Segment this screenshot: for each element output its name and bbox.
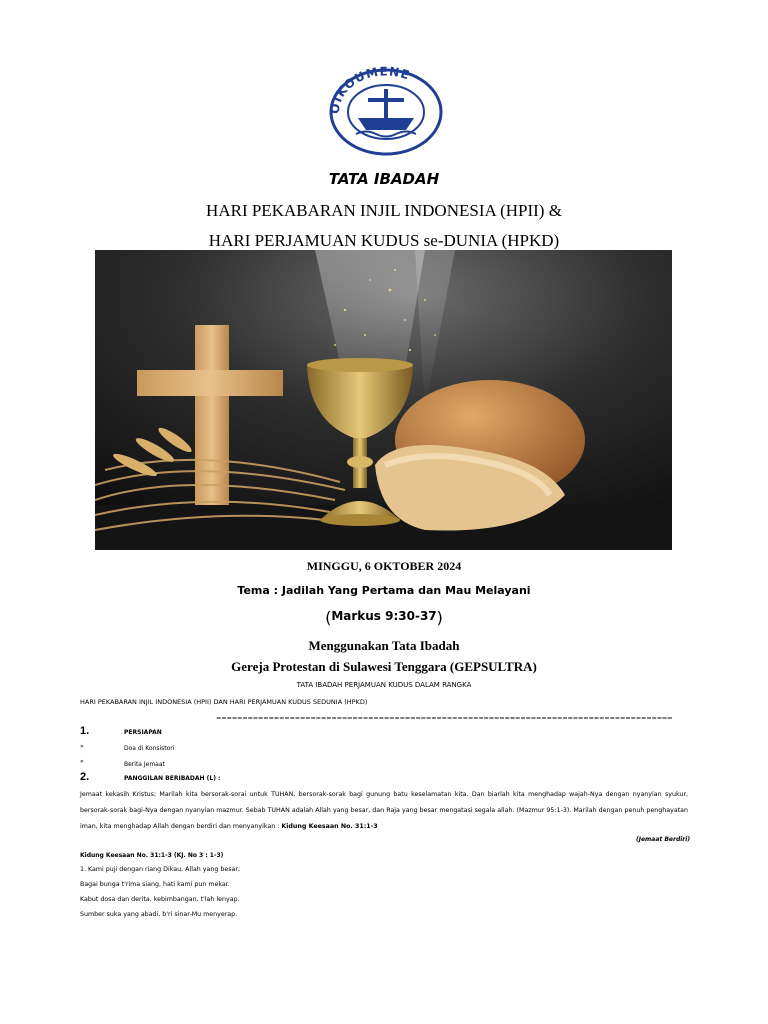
order-subtitle: TATA IBADAH PERJAMUAN KUDUS DALAM RANGKA [296,681,472,689]
divider-rule: ======================================================================================= [216,714,673,722]
bullet-mark: » [80,743,84,750]
oikoumene-logo-icon [328,66,444,158]
service-theme: Tema : Jadilah Yang Pertama dan Mau Melayani [237,584,531,597]
paren-close: ) [436,608,443,627]
cross-chalice-bread-icon [95,250,672,550]
hymn-line: 1. Kami puji dengan riang Dikau, Allah yang besar; [80,866,241,873]
section-1-number: 1. [80,725,90,737]
using-order-label: Menggunakan Tata Ibadah [308,638,460,653]
section-2-number: 2. [80,771,90,783]
cover-photo [95,250,672,550]
scripture-text: Markus 9:30-37 [331,609,437,623]
oikoumene-logo [328,66,444,158]
list-item-berita: Berita Jemaat [124,761,165,768]
bullet-mark: » [80,758,84,765]
call-to-worship-paragraph [80,787,688,835]
paren-open: ( [325,608,332,627]
paragraph-hymn-ref: Kidung Keesaan No. 31:1-3 [281,823,378,830]
event-line: HARI PEKABARAN INJIL INDONESIA (HPII) DAN HARI PERJAMUAN KUDUS SEDUNIA (HPKD) [80,698,368,706]
congregation-stands-note: (Jemaat Berdiri) [636,836,691,843]
section-2-label: PANGGILAN BERIBADAH (L) : [124,775,221,782]
service-heading-line1: HARI PEKABARAN INJIL INDONESIA (HPII) & [206,201,562,220]
svg-text:OIKOUMENE: OIKOUMENE [328,66,412,115]
service-date: MINGGU, 6 OKTOBER 2024 [306,559,462,573]
service-heading-line2: HARI PERJAMUAN KUDUS se-DUNIA (HPKD) [208,231,560,250]
hymn-line: Sumber suka yang abadi, b'ri sinar-Mu menyerap. [80,911,238,918]
hymn-line: Bagai bunga t'rima siang, hati kami pun mekar. [80,881,230,888]
list-item-doa: Doa di Konsistori [124,745,175,752]
paragraph-text: Jemaat kekasih Kristus; Marilah kita bersorak-sorai untuk TUHAN, bersorak-sorak bagi gunung batu keselamatan kita. Dan biarlah kita menghadap wajah-Nya dengan nyanyian syukur, bersorak-sorak bagi-Nya dengan nyanyian mazmur. Sebab TUHAN adalah Allah yang besar, dan Raja yang besar mengatasi segala allah. (Mazmur 95:1-3). Marilah dengan penuh penghayatan iman, kita menghadap Allah dengan berdiri dan menyanyikan : [80,791,688,830]
hymn-heading: Kidung Keesaan No. 31:1-3 (KJ. No 3 : 1-3) [80,852,224,859]
hymn-line: Kabut dosa dan derita, kebimbangan, t'lah lenyap. [80,896,240,903]
page-title: TATA IBADAH [328,170,440,188]
scripture-reference [0,608,768,627]
section-1-label: PERSIAPAN [124,729,162,736]
church-name: Gereja Protestan di Sulawesi Tenggara (GEPSULTRA) [231,659,537,674]
